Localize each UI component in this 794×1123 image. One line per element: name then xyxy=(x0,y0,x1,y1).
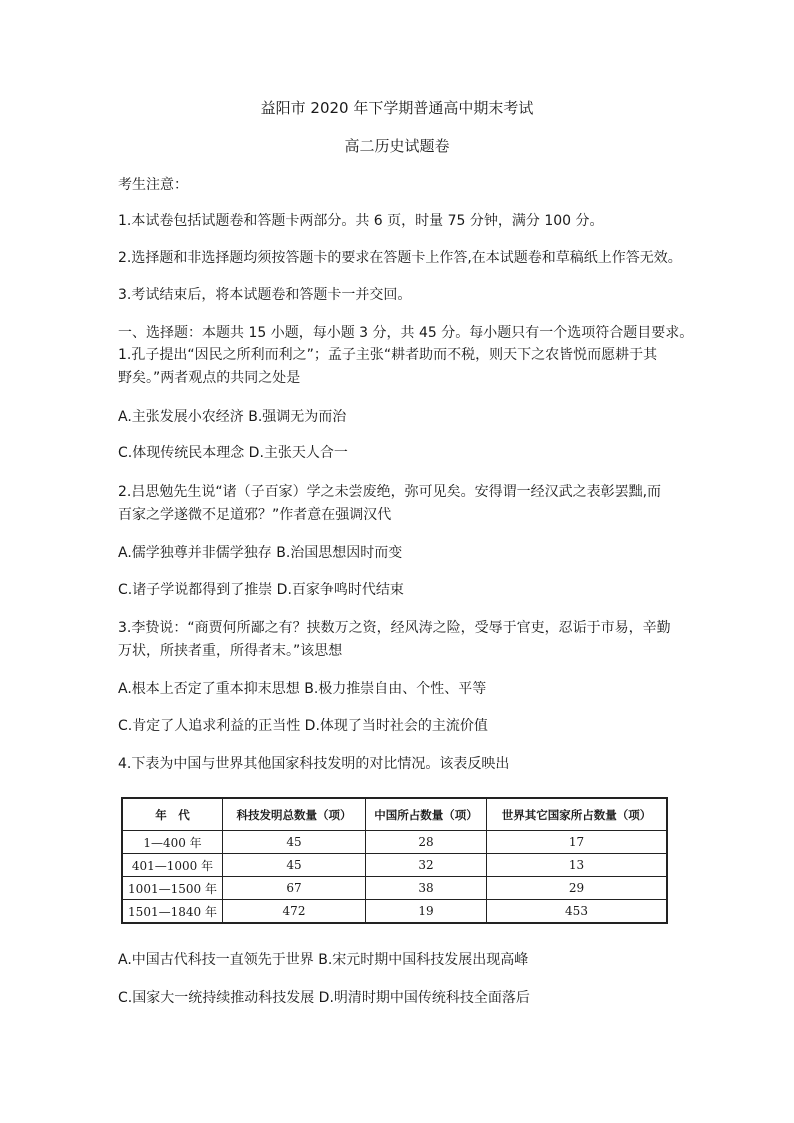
notice-item: 2.选择题和非选择题均须按答题卡的要求在答题卡上作答,在本试题卷和草稿纸上作答无效。 xyxy=(118,250,682,266)
table-header-cell: 年 代 xyxy=(122,798,223,831)
table-cell: 401—1000 年 xyxy=(122,854,223,877)
table-row xyxy=(122,831,667,854)
question-2-option: A.儒学独尊并非儒学独存 B.治国思想因时而变 xyxy=(118,545,403,561)
question-2-option: C.诸子学说都得到了推崇 D.百家争鸣时代结束 xyxy=(118,582,404,598)
table-header-cell: 世界其它国家所占数量（项） xyxy=(487,798,668,831)
table-cell: 472 xyxy=(223,900,366,924)
question-3-option: C.肯定了人追求利益的正当性 D.体现了当时社会的主流价值 xyxy=(118,718,488,734)
question-4-option: A.中国古代科技一直领先于世界 B.宋元时期中国科技发展出现高峰 xyxy=(118,952,529,968)
question-1-option: A.主张发展小农经济 B.强调无为而治 xyxy=(118,409,347,425)
table-cell: 453 xyxy=(487,900,668,924)
table-header-cell: 中国所占数量（项） xyxy=(366,798,487,831)
table-row xyxy=(122,900,667,924)
notice-item: 1.本试卷包括试题卷和答题卡两部分。共 6 页，时量 75 分钟，满分 100 分。 xyxy=(118,213,604,229)
table-cell: 13 xyxy=(487,854,668,877)
question-4-stem-line: 4.下表为中国与世界其他国家科技发明的对比情况。该表反映出 xyxy=(118,756,510,772)
table-row xyxy=(122,877,667,900)
section-heading: 一、选择题：本题共 15 小题，每小题 3 分，共 45 分。每小题只有一个选项符合题目要求。 xyxy=(118,325,694,341)
question-3-option: A.根本上否定了重本抑末思想 B.极力推崇自由、个性、平等 xyxy=(118,681,487,697)
question-1-stem-line: 野矣。”两者观点的共同之处是 xyxy=(118,370,301,386)
table-cell: 38 xyxy=(366,877,487,900)
question-3-stem-line: 万状，所挟者重，所得者末。”该思想 xyxy=(118,643,343,659)
table-cell: 19 xyxy=(366,900,487,924)
question-4-option: C.国家大一统持续推动科技发展 D.明清时期中国传统科技全面落后 xyxy=(118,990,530,1006)
question-2-stem-line: 百家之学遂微不足道邪？”作者意在强调汉代 xyxy=(118,507,392,523)
table-cell: 1001—1500 年 xyxy=(122,877,223,900)
table-header-cell: 科技发明总数量（项） xyxy=(223,798,366,831)
table-row xyxy=(122,854,667,877)
table-cell: 32 xyxy=(366,854,487,877)
notice-heading: 考生注意： xyxy=(118,177,188,193)
table-cell: 45 xyxy=(223,854,366,877)
table-cell: 28 xyxy=(366,831,487,854)
notice-item: 3.考试结束后，将本试题卷和答题卡一并交回。 xyxy=(118,287,412,303)
exam-title: 益阳市 2020 年下学期普通高中期末考试 xyxy=(260,99,534,117)
invention-comparison-table xyxy=(121,797,668,924)
question-3-stem-line: 3.李贽说：“商贾何所鄙之有？挟数万之资，经风涛之险，受辱于官吏，忍诟于市易，辛勤 xyxy=(118,620,671,636)
question-1-option: C.体现传统民本理念 D.主张天人合一 xyxy=(118,445,348,461)
question-1-stem-line: 1.孔子提出“因民之所利而利之”；孟子主张“耕者助而不税，则天下之农皆悦而愿耕于其 xyxy=(118,347,658,363)
table-cell: 17 xyxy=(487,831,668,854)
table-cell: 1—400 年 xyxy=(122,831,223,854)
table-cell: 1501—1840 年 xyxy=(122,900,223,924)
table-header-row xyxy=(122,798,667,831)
table-cell: 45 xyxy=(223,831,366,854)
question-2-stem-line: 2.吕思勉先生说“诸（子百家）学之未尝废绝，弥可见矣。安得谓一经汉武之表彰罢黜,而 xyxy=(118,484,662,500)
exam-subtitle: 高二历史试题卷 xyxy=(344,137,450,155)
table-cell: 29 xyxy=(487,877,668,900)
table-cell: 67 xyxy=(223,877,366,900)
